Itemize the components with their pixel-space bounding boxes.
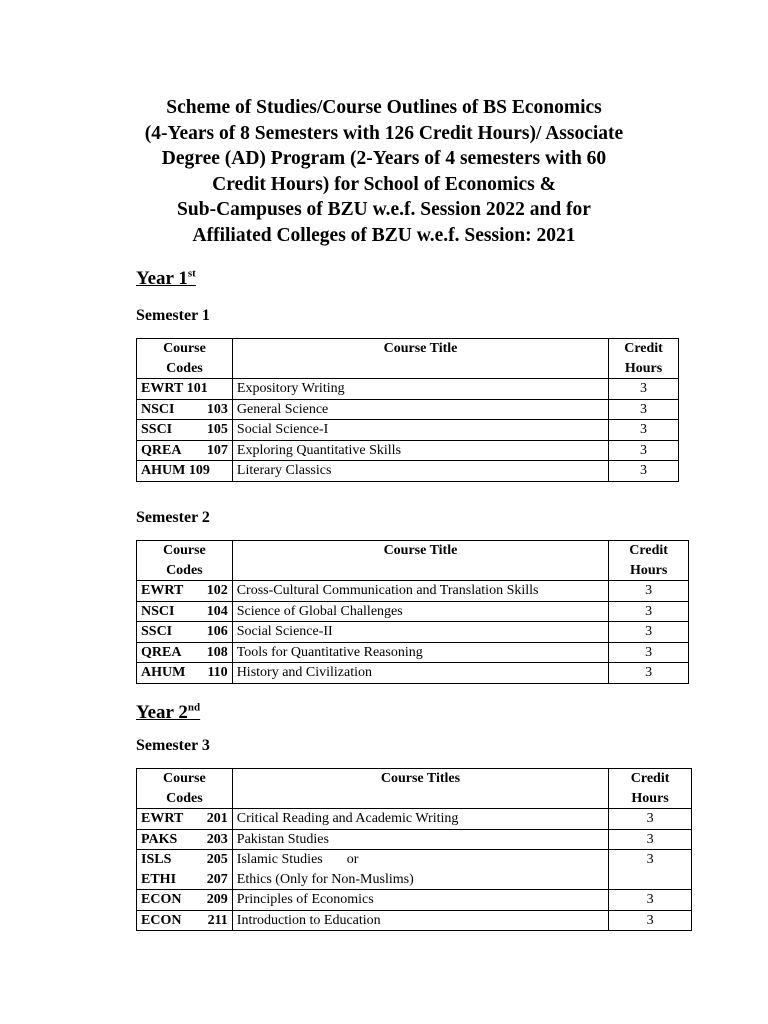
course-code: EWRT 101 <box>137 379 233 400</box>
year-label: Year 2 <box>136 702 188 723</box>
table-row <box>137 420 679 441</box>
year-1-heading <box>136 268 196 290</box>
credit-hours: 3 <box>609 809 692 830</box>
table-header-row <box>137 339 679 379</box>
course-code: ECON 209 <box>137 890 233 911</box>
course-title: Social Science-II <box>232 622 609 643</box>
course-code: EWRT 102 <box>137 581 233 602</box>
credit-hours: 3 <box>609 440 679 461</box>
table-row <box>137 581 689 602</box>
semester-1-heading: Semester 1 <box>136 307 210 324</box>
credit-hours: 3 <box>609 601 689 622</box>
course-title: Critical Reading and Academic Writing <box>232 809 608 830</box>
course-title: History and Civilization <box>232 663 609 684</box>
or-label: or <box>346 852 359 867</box>
credit-hours: 3 <box>609 890 692 911</box>
course-title: Exploring Quantitative Skills <box>232 440 608 461</box>
course-code: ECON 211 <box>137 910 233 931</box>
credit-hours: 3 <box>609 581 689 602</box>
credit-hours: 3 <box>609 850 692 890</box>
credit-hours-header: Credit Hours <box>609 769 692 809</box>
table-header-row <box>137 769 692 809</box>
title-line: Scheme of Studies/Course Outlines of BS Economics <box>166 97 602 118</box>
course-code: PAKS 203 <box>137 829 233 850</box>
course-codes-header: Course Codes <box>137 769 233 809</box>
title-line: Sub-Campuses of BZU w.e.f. Session 2022 and for <box>177 199 591 220</box>
table-row <box>137 440 679 461</box>
table-row <box>137 379 679 400</box>
course-title-header: Course Title <box>232 339 608 379</box>
course-title: Islamic Studies or Ethics (Only for Non-Muslims) <box>232 850 608 890</box>
table-row <box>137 399 679 420</box>
year-suffix: nd <box>187 701 201 714</box>
credit-hours: 3 <box>609 642 689 663</box>
table-row <box>137 890 692 911</box>
table-row <box>137 809 692 830</box>
semester-2-table <box>136 540 689 684</box>
course-code: SSCI 105 <box>137 420 233 441</box>
course-code: AHUM 109 <box>137 461 233 482</box>
course-title: Expository Writing <box>232 379 608 400</box>
year-label: Year 1 <box>136 268 188 289</box>
credit-hours: 3 <box>609 420 679 441</box>
course-codes-header: Course Codes <box>137 339 233 379</box>
credit-hours: 3 <box>609 622 689 643</box>
table-row <box>137 663 689 684</box>
table-row <box>137 642 689 663</box>
course-title: Introduction to Education <box>232 910 608 931</box>
course-code: SSCI 106 <box>137 622 233 643</box>
table-row <box>137 850 692 890</box>
course-title: Literary Classics <box>232 461 608 482</box>
table-row <box>137 829 692 850</box>
course-title-header: Course Titles <box>232 769 608 809</box>
semester-3-table <box>136 768 692 931</box>
table-row <box>137 461 679 482</box>
document-title <box>120 95 648 248</box>
credit-hours-header: Credit Hours <box>609 541 689 581</box>
credit-hours: 3 <box>609 461 679 482</box>
semester-3-heading: Semester 3 <box>136 737 210 754</box>
course-code: ISLS 205 ETHI 207 <box>137 850 233 890</box>
course-code: NSCI 103 <box>137 399 233 420</box>
course-title: Principles of Economics <box>232 890 608 911</box>
course-title-header: Course Title <box>232 541 609 581</box>
credit-hours: 3 <box>609 379 679 400</box>
course-title: Cross-Cultural Communication and Translation Skills <box>232 581 609 602</box>
semester-2-heading: Semester 2 <box>136 509 210 526</box>
table-row <box>137 601 689 622</box>
title-line: Degree (AD) Program (2-Years of 4 semesters with 60 <box>161 148 607 169</box>
course-code: EWRT 201 <box>137 809 233 830</box>
credit-hours: 3 <box>609 663 689 684</box>
course-title: Social Science-I <box>232 420 608 441</box>
credit-hours-header: Credit Hours <box>609 339 679 379</box>
course-code: AHUM 110 <box>137 663 233 684</box>
course-title: Tools for Quantitative Reasoning <box>232 642 609 663</box>
course-title: Science of Global Challenges <box>232 601 609 622</box>
title-line: Credit Hours) for School of Economics & <box>212 173 556 195</box>
course-codes-header: Course Codes <box>137 541 233 581</box>
table-row <box>137 622 689 643</box>
semester-1-table <box>136 338 679 482</box>
credit-hours: 3 <box>609 829 692 850</box>
year-suffix: st <box>187 267 196 280</box>
title-line: (4-Years of 8 Semesters with 126 Credit Hours)/ Associate <box>144 122 624 144</box>
course-title: Pakistan Studies <box>232 829 608 850</box>
table-row <box>137 910 692 931</box>
year-2-heading <box>136 702 200 724</box>
credit-hours: 3 <box>609 910 692 931</box>
table-header-row <box>137 541 689 581</box>
course-code: QREA 107 <box>137 440 233 461</box>
course-title: General Science <box>232 399 608 420</box>
credit-hours: 3 <box>609 399 679 420</box>
course-code: NSCI 104 <box>137 601 233 622</box>
title-line: Affiliated Colleges of BZU w.e.f. Session: 2021 <box>192 224 576 246</box>
course-code: QREA 108 <box>137 642 233 663</box>
